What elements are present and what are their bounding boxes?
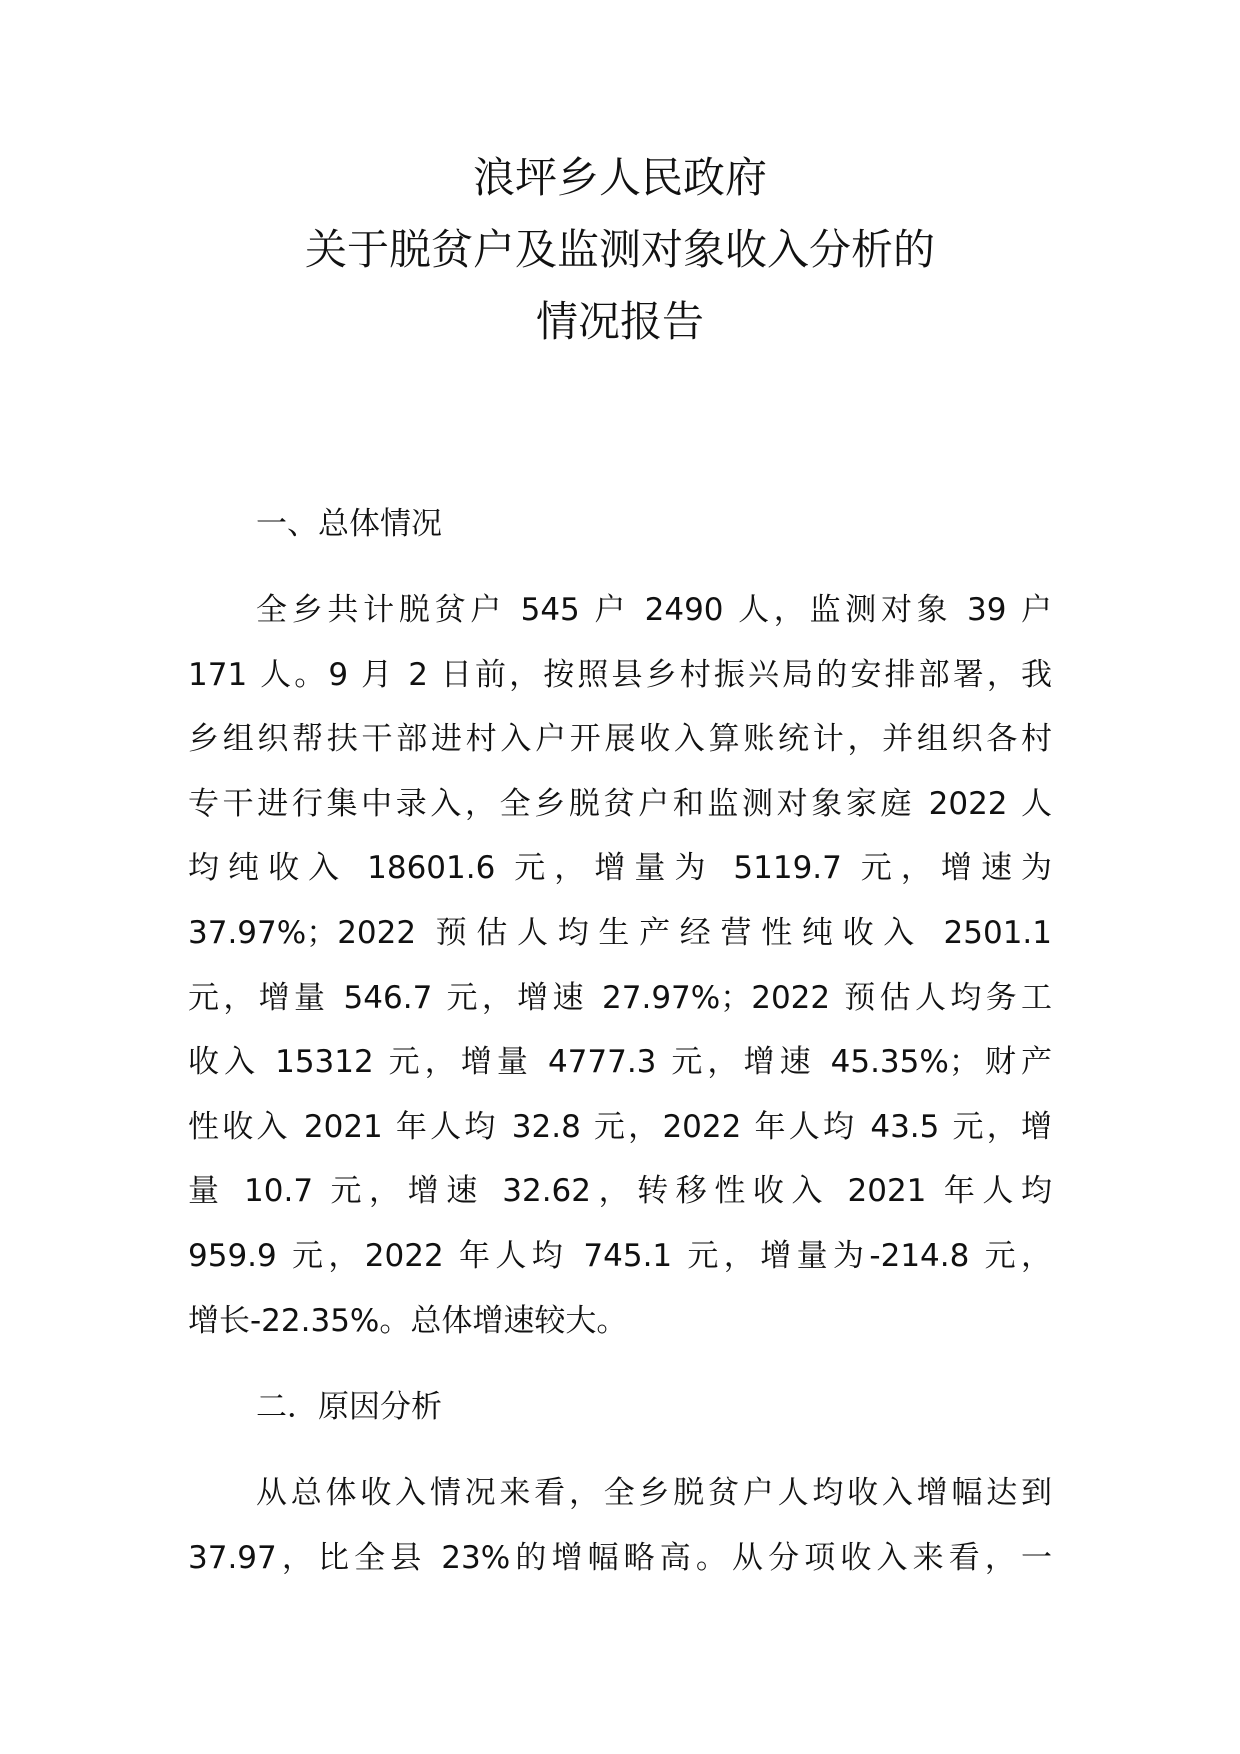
- text-line: 专干进行集中录入，全乡脱贫户和监测对象家庭 2022 人: [188, 785, 1052, 822]
- title-line-3: 情况报告: [535, 297, 704, 346]
- text-line: 收入 15312 元，增量 4777.3 元，增速 45.35%；财产: [188, 1044, 1052, 1081]
- text-line: 元，增量 546.7 元，增速 27.97%；2022 预估人均务工: [188, 979, 1052, 1016]
- text-line: 乡组织帮扶干部进村入户开展收入算账统计，并组织各村: [188, 721, 1052, 758]
- text-line: 959.9 元，2022 年人均 745.1 元，增量为-214.8 元，: [188, 1237, 1052, 1274]
- text-line: 全乡共计脱贫户 545 户 2490 人，监测对象 39 户: [256, 592, 1052, 628]
- text-line: 171 人。9 月 2 日前，按照县乡村振兴局的安排部署，我: [188, 656, 1052, 693]
- paragraph-overview: [188, 578, 1052, 1353]
- document-body: [188, 492, 1052, 1612]
- text-line: 均纯收入 18601.6 元，增量为 5119.7 元，增速为: [188, 850, 1052, 887]
- section-heading-overview: 一、总体情况: [256, 506, 442, 542]
- document-title: [0, 142, 1240, 358]
- paragraph-cause-analysis: [188, 1461, 1052, 1590]
- text-line: 增长-22.35%。总体增速较大。: [188, 1302, 628, 1339]
- text-line: 37.97%；2022 预估人均生产经营性纯收入 2501.1: [188, 914, 1052, 951]
- text-line: 37.97，比全县 23%的增幅略高。从分项收入来看，一: [188, 1539, 1052, 1576]
- text-line: 量 10.7 元，增速 32.62，转移性收入 2021 年人均: [188, 1173, 1052, 1210]
- section-heading-cause-analysis: 二．原因分析: [256, 1389, 442, 1426]
- text-line: 性收入 2021 年人均 32.8 元，2022 年人均 43.5 元，增: [188, 1108, 1052, 1145]
- text-line: 从总体收入情况来看，全乡脱贫户人均收入增幅达到: [256, 1475, 1052, 1512]
- title-line-2: 关于脱贫户及监测对象收入分析的: [304, 225, 935, 274]
- title-line-1: 浪坪乡人民政府: [472, 153, 767, 202]
